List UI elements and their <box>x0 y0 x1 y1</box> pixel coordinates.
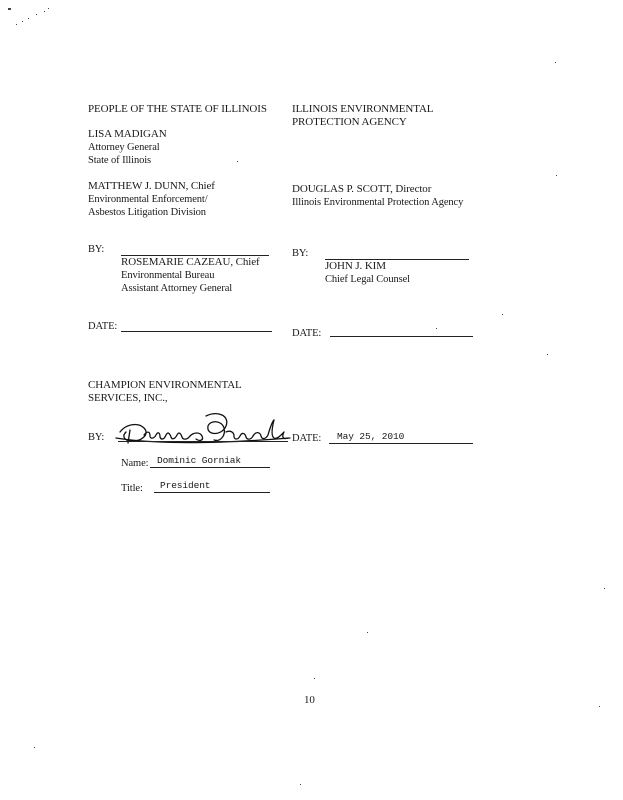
left-signer-name: ROSEMARIE CAZEAU, Chief <box>121 256 260 268</box>
right-by-label: BY: <box>292 248 309 259</box>
left-signer-bureau: Environmental Bureau <box>121 270 215 281</box>
champion-title-label: Title: <box>121 483 143 494</box>
director-agency: Illinois Environmental Protection Agency <box>292 197 464 208</box>
champion-name-value: Dominic Gorniak <box>157 455 242 466</box>
party-champion-line1: CHAMPION ENVIRONMENTAL <box>88 379 242 391</box>
champion-date-label: DATE: <box>292 433 322 444</box>
party-iepa-line2: PROTECTION AGENCY <box>292 116 407 128</box>
chief-division-line2: Asbestos Litigation Division <box>88 207 206 218</box>
right-date-label: DATE: <box>292 328 322 339</box>
champion-title-line <box>154 492 270 493</box>
left-by-label: BY: <box>88 244 105 255</box>
party-iepa-line1: ILLINOIS ENVIRONMENTAL <box>292 103 434 115</box>
right-signer-name: JOHN J. KIM <box>325 260 386 272</box>
director-name: DOUGLAS P. SCOTT, Director <box>292 183 432 195</box>
left-signer-title: Assistant Attorney General <box>121 283 233 294</box>
left-date-line <box>121 331 272 332</box>
ag-state: State of Illinois <box>88 155 152 166</box>
party-illinois: PEOPLE OF THE STATE OF ILLINOIS <box>88 103 267 115</box>
page-number: 10 <box>304 694 315 706</box>
champion-name-label: Name: <box>121 458 149 469</box>
right-date-line <box>330 336 473 337</box>
ag-name: LISA MADIGAN <box>88 128 167 140</box>
right-signer-title: Chief Legal Counsel <box>325 274 410 285</box>
chief-division-line1: Environmental Enforcement/ <box>88 194 208 205</box>
champion-date-line <box>329 443 473 444</box>
champion-signature <box>114 410 294 448</box>
left-date-label: DATE: <box>88 321 118 332</box>
party-champion-line2: SERVICES, INC., <box>88 392 168 404</box>
ag-title: Attorney General <box>88 142 160 153</box>
champion-by-label: BY: <box>88 432 105 443</box>
champion-name-line <box>150 467 270 468</box>
champion-title-value: President <box>160 480 211 491</box>
chief-name: MATTHEW J. DUNN, Chief <box>88 180 215 192</box>
champion-date-value: May 25, 2010 <box>337 431 405 442</box>
champion-signature-line <box>118 441 288 442</box>
